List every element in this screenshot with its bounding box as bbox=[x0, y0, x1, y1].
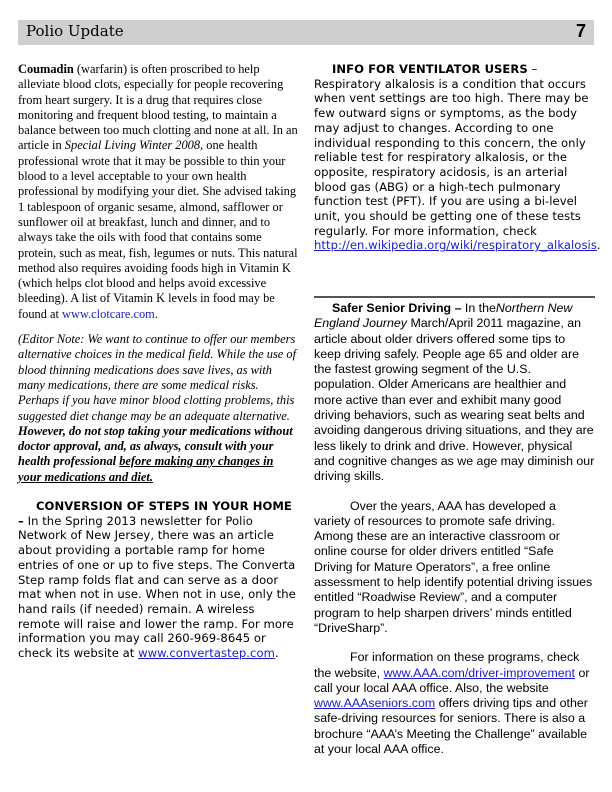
coumadin-text-1: (warfarin) is often proscribed to help alleviate blood clots, especially for people recovering from heart surgery. It is a drug that requires close monitoring and frequent blood testing, to maintain a balance between too much clotting and none at all. In an article in bbox=[18, 62, 298, 153]
editor-note-underlined: before making any changes in your medications and diet. bbox=[18, 454, 274, 484]
editor-note-warning: However, do not stop taking your medications without doctor approval, and, as always, consult with your health professional bbox=[18, 423, 293, 469]
coumadin-text-3: . bbox=[154, 306, 158, 321]
coumadin-text-2: , one health professional wrote that it may be possible to thin your blood to a level acceptable to your own health professional by modifying your diet. She advised taking 1 tablespoon of organic sesame, almond, safflower or sunflower oil at breakfast, lunch and dinner, and to always take the oils with food that contains some protein, such as meat, fish, legumes or nuts. This natural method also requires avoiding foods high in Vitamin K (which helps clot blood and helps avoid excessive bleeding). A list of Vitamin K levels in food may be found at bbox=[18, 138, 298, 321]
steps-end: . bbox=[274, 646, 279, 661]
steps-article bbox=[18, 499, 298, 661]
page-header bbox=[18, 20, 594, 45]
ventilator-end: . bbox=[596, 238, 601, 253]
newsletter-title: Polio Update bbox=[26, 22, 124, 40]
driving-text-1: In the bbox=[461, 301, 496, 315]
driving-paragraph-3 bbox=[314, 650, 595, 757]
coumadin-article bbox=[18, 62, 298, 322]
ventilator-article bbox=[314, 62, 601, 253]
aaa-driver-link[interactable]: www.AAA.com/driver-improvement bbox=[383, 665, 575, 680]
left-column bbox=[18, 62, 298, 661]
page-number: 7 bbox=[575, 21, 586, 41]
driving-p3-text-c: offers driving tips and other safe-driving resources for seniors. There is also a brochure “AAA’s Meeting the Challenge” available at your local AAA office. bbox=[314, 696, 588, 757]
driving-text-2: March/April 2011 magazine, an article about older drivers offered some tips to keep driving safely. People age 65 and older are the fastest growing segment of the U.S. population. Older Americans are healthier and more active than ever and exhibit many good driving behaviors, such as wearing seat belts and avoiding dangerous driving situations, and they are less likely to drink and drive. However, physical and cognitive changes as we age may diminish our driving skills. bbox=[314, 316, 595, 484]
driving-p3-text-b: or call your local AAA office. Also, the website bbox=[314, 665, 590, 695]
driving-source: Northern New England Journey bbox=[314, 301, 573, 331]
ventilator-heading: INFO FOR VENTILATOR USERS bbox=[332, 62, 528, 76]
wikipedia-link[interactable]: http://en.wikipedia.org/wiki/respiratory_alkalosis bbox=[314, 238, 597, 253]
driving-p3-text-a: For information on these programs, check the website, bbox=[314, 650, 580, 680]
clotcare-link[interactable]: www.clotcare.com bbox=[62, 306, 155, 321]
ventilator-text: – Respiratory alkalosis is a condition that occurs when vent settings are too high. There may be few outward signs or symptoms, as the body may adjust to changes. According to one individual responding to this concern, the only reliable test for respiratory alkalosis, or the opposite, respiratory acidosis, is an arterial blood gas (ABG) or a high-tech pulmonary function test (PFT). If you are using a bi-level unit, you should be getting one of these tests regularly. For more information, check bbox=[314, 62, 589, 238]
steps-text: In the Spring 2013 newsletter for Polio Network of New Jersey, there was an article about providing a portable ramp for home entries of one or up to five steps. The Converta Step ramp folds flat and can serve as a door mat when not in use. When not in use, only the hand rails (if needed) remain. A wireless remote will raise and lower the ramp. For more information you may call 260-969-8645 or check its website at bbox=[18, 513, 296, 661]
driving-heading: Safer Senior Driving – bbox=[332, 301, 462, 315]
section-divider bbox=[314, 296, 595, 298]
coumadin-heading: Coumadin bbox=[18, 62, 74, 76]
driving-paragraph-2: Over the years, AAA has developed a variety of resources to promote safe driving. Among these are an interactive classroom or online course for older drivers entitled “Safe Driving for Mature Operators”, a free online assessment to help identify potential driving issues entitled “Roadwise Review”, and a computer program to help sharpen drivers’ minds entitled “DriveSharp”. bbox=[314, 498, 593, 635]
editor-note bbox=[18, 332, 298, 485]
driving-column bbox=[314, 301, 595, 757]
convertastep-link[interactable]: www.convertastep.com bbox=[138, 646, 275, 661]
right-column bbox=[314, 62, 601, 253]
steps-heading: CONVERSION OF STEPS IN YOUR HOME – bbox=[18, 499, 292, 528]
driving-article bbox=[314, 301, 595, 485]
editor-note-text: (Editor Note: We want to continue to offer our members alternative choices in the medical field. While the use of blood thinning medications does save lives, as with many medications, there are some medical risks. Perhaps if you have minor blood clotting problems, this suggested diet change may be an adequate alternative. bbox=[18, 332, 297, 423]
coumadin-source: Special Living Winter 2008 bbox=[64, 138, 201, 153]
aaa-seniors-link[interactable]: www.AAAseniors.com bbox=[314, 696, 436, 711]
